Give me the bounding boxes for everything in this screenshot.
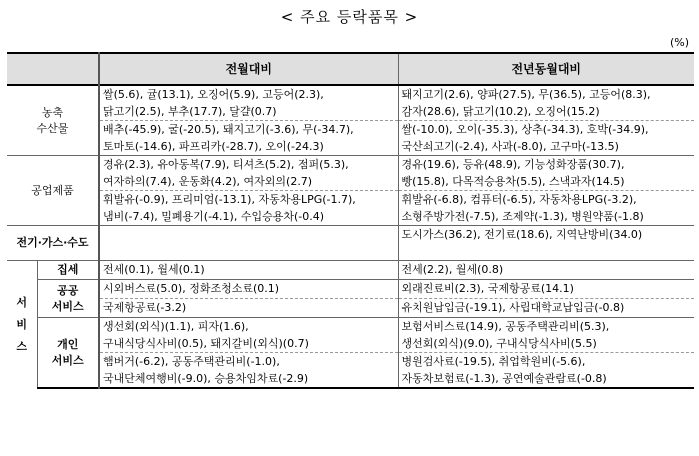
agri-up-yoy (398, 85, 694, 121)
header-blank (7, 53, 99, 85)
group-industrial: 공업제품 (7, 156, 99, 226)
per-up-yoy (398, 318, 694, 353)
group-utilities: 전기·가스·수도 (7, 226, 99, 261)
cell-line: 쌀(5.6), 귤(13.1), 오징어(5.9), 고등어(2.3), (103, 88, 324, 101)
cell-line: 돼지고기(2.6), 양파(27.5), 무(36.5), 고등어(8.3), (401, 88, 651, 101)
cell-line: 빵(15.8), 다목적승용차(5.5), 스낵과자(14.5) (401, 175, 625, 188)
cell-line: 쌀(-10.0), 오이(-35.3), 상추(-34.3), 호박(-34.9), (401, 123, 649, 136)
header-mom: 전월대비 (99, 53, 398, 85)
price-change-table (7, 52, 694, 389)
cell-line: 소형주방가전(-7.5), 조제약(-1.3), 병원약품(-1.8) (401, 210, 644, 223)
group-services (7, 261, 37, 389)
per-down-mom (99, 353, 398, 389)
util-mom (99, 226, 398, 261)
unit-label: (%) (669, 36, 689, 49)
subgroup-public (37, 280, 99, 318)
pub-up-yoy: 외래진료비(2.3), 국제항공료(14.1) (398, 280, 694, 299)
subgroup-personal (37, 318, 99, 389)
cell-line: 생선회(외식)(1.1), 피자(1.6), (103, 320, 249, 333)
ind-up-yoy (398, 156, 694, 191)
pub-down-yoy: 유치원납입금(-19.1), 사립대학교납입금(-0.8) (398, 299, 694, 318)
cell-line: 경유(19.6), 등유(48.9), 기능성화장품(30.7), (401, 158, 625, 171)
cell-line: 병원검사료(-19.5), 취업학원비(-5.6), (401, 355, 586, 368)
group-agri-label: 농축 수산물 (36, 105, 69, 135)
cell-line: 닭고기(2.5), 부추(17.7), 달걀(0.7) (103, 105, 277, 118)
cell-line: 국산쇠고기(-2.4), 사과(-8.0), 고구마(-13.5) (401, 140, 619, 153)
group-agri (7, 85, 99, 156)
rent-mom: 전세(0.1), 월세(0.1) (99, 261, 398, 280)
cell-line: 토마토(-14.6), 파프리카(-28.7), 오이(-24.3) (103, 140, 324, 153)
page-title: < 주요 등락품목 > (280, 8, 419, 26)
cell-line: 휘발유(-0.9), 프리미엄(-13.1), 자동차용LPG(-1.7), (103, 193, 356, 206)
cell-line: 여자하의(7.4), 운동화(4.2), 여자외의(2.7) (103, 175, 313, 188)
cell-line: 배추(-45.9), 굴(-20.5), 돼지고기(-3.6), 무(-34.7), (103, 123, 354, 136)
agri-down-yoy (398, 121, 694, 156)
cell-line: 구내식당식사비(0.5), 돼지갈비(외식)(0.7) (103, 337, 309, 350)
cell-line: 냄비(-7.4), 밀폐용기(-4.1), 수입승용차(-0.4) (103, 210, 325, 223)
per-up-mom (99, 318, 398, 353)
cell-line: 보험서비스료(14.9), 공동주택관리비(5.3), (401, 320, 610, 333)
ind-down-yoy (398, 191, 694, 226)
subgroup-rent: 집세 (37, 261, 99, 280)
per-down-yoy (398, 353, 694, 389)
pub-down-mom: 국제항공료(-3.2) (99, 299, 398, 318)
util-yoy: 도시가스(36.2), 전기료(18.6), 지역난방비(34.0) (398, 226, 694, 261)
header-row (7, 53, 694, 85)
group-services-label: 서 비 스 (16, 295, 28, 353)
cell-line: 경유(2.3), 유아동복(7.9), 티셔츠(5.2), 점퍼(5.3), (103, 158, 349, 171)
subgroup-personal-label: 개인 서비스 (51, 337, 84, 367)
cell-line: 자동차보험료(-1.3), 공연예술관람료(-0.8) (401, 372, 607, 385)
subgroup-public-label: 공공 서비스 (51, 283, 84, 313)
pub-up-mom: 시외버스료(5.0), 정화조청소료(0.1) (99, 280, 398, 299)
ind-up-mom (99, 156, 398, 191)
cell-line: 국내단체여행비(-9.0), 승용차임차료(-2.9) (103, 372, 309, 385)
rent-yoy: 전세(2.2), 월세(0.8) (398, 261, 694, 280)
agri-down-mom (99, 121, 398, 156)
cell-line: 감자(28.6), 닭고기(10.2), 오징어(15.2) (401, 105, 600, 118)
cell-line: 휘발유(-6.8), 컴퓨터(-6.5), 자동차용LPG(-3.2), (401, 193, 637, 206)
agri-up-mom (99, 85, 398, 121)
header-yoy: 전년동월대비 (398, 53, 694, 85)
ind-down-mom (99, 191, 398, 226)
cell-line: 생선회(외식)(9.0), 구내식당식사비(5.5) (401, 337, 597, 350)
cell-line: 햄버거(-6.2), 공동주택관리비(-1.0), (103, 355, 280, 368)
